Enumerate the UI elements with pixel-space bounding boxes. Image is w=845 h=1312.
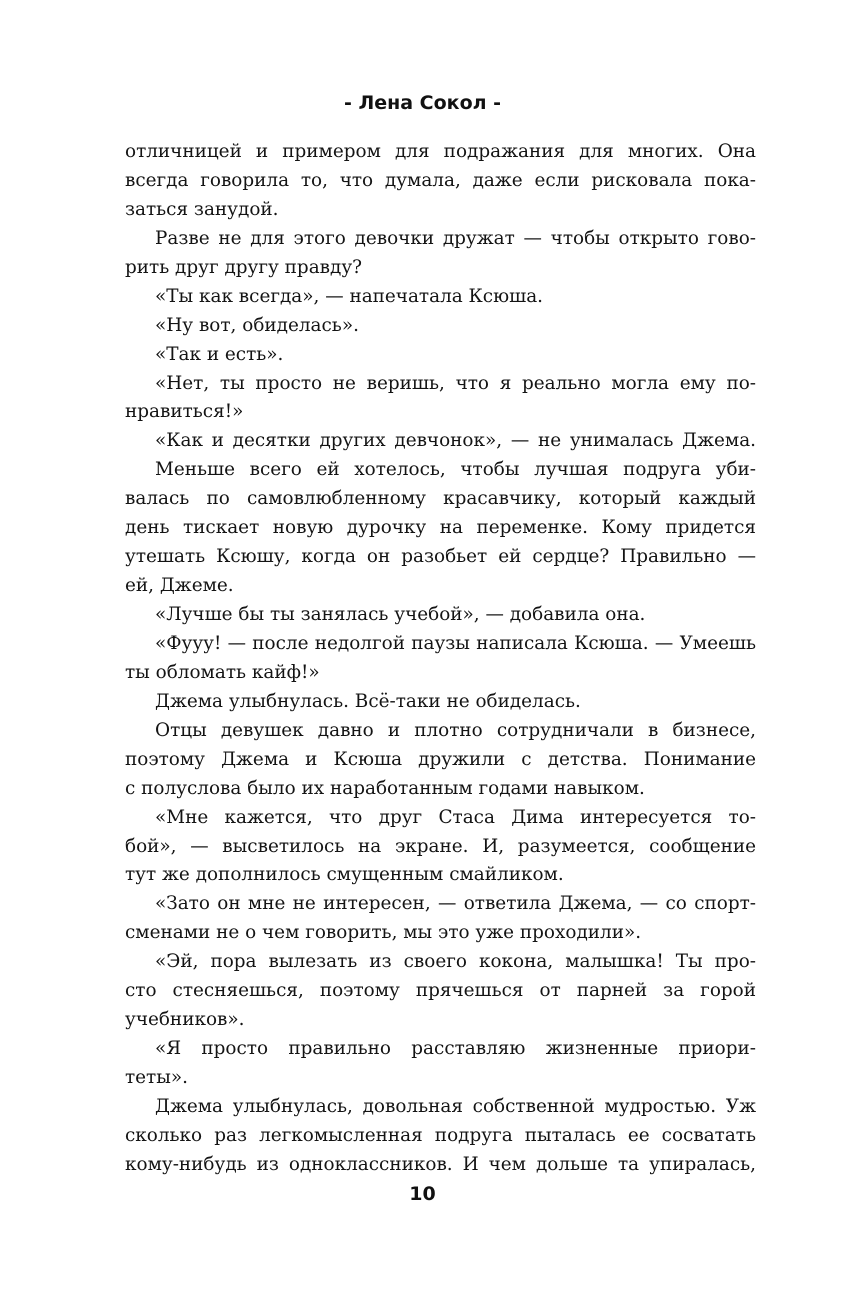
text-line: валась по самовлюбленному красавчику, который каждый [125, 488, 756, 510]
page-number: 10 [409, 1183, 436, 1205]
text-line: кому-нибудь из одноклассников. И чем дольше та упиралась, [125, 1153, 756, 1175]
paragraph-first-line: «Как и десятки других девчонок», — не унималась Джема. [155, 430, 756, 452]
text-line: сменами не о чем говорить, мы это уже проходили». [125, 922, 642, 944]
text-line: сколько раз легкомысленная подруга пыталась ее сосватать [125, 1124, 756, 1146]
text-line: ей, Джеме. [125, 575, 234, 597]
paragraph-first-line: Отцы девушек давно и плотно сотрудничали в бизнесе, [155, 719, 756, 741]
text-line: сто стесняешься, поэтому прячешься от парней за горой [125, 980, 756, 1002]
paragraph-first-line: Джема улыбнулась, довольная собственной мудростью. Уж [155, 1095, 756, 1117]
text-line: с полуслова было их наработанным годами навыком. [125, 777, 645, 799]
paragraph-first-line: «Лучше бы ты занялась учебой», — добавила она. [155, 604, 646, 625]
text-line: теты». [125, 1067, 188, 1088]
paragraph-first-line: Разве не для этого девочки дружат — чтобы открыто гово- [155, 227, 756, 249]
text-line: всегда говорила то, что думала, даже если рисковала пока- [125, 169, 756, 191]
paragraph-first-line: Джема улыбнулась. Всё-таки не обиделась. [155, 690, 581, 712]
text-line: отличницей и примером для подражания для многих. Она [125, 141, 756, 162]
paragraph-first-line: «Нет, ты просто не веришь, что я реально могла ему по- [155, 372, 756, 394]
text-line: поэтому Джема и Ксюша дружили с детства. Понимание [125, 748, 756, 770]
text-line: нравиться!» [125, 401, 244, 423]
text-line: заться занудой. [125, 198, 279, 220]
text-line: утешать Ксюшу, когда он разобьет ей сердце? Правильно — [125, 546, 756, 568]
paragraph-first-line: «Ты как всегда», — напечатала Ксюша. [155, 285, 544, 307]
text-line: учебников». [125, 1009, 245, 1031]
text-line: рить друг другу правду? [125, 256, 363, 278]
paragraph-first-line: «Фууу! — после недолгой паузы написала Ксюша. — Умеешь [155, 632, 756, 654]
paragraph-first-line: «Мне кажется, что друг Стаса Дима интересуется то- [155, 806, 756, 828]
paragraph-first-line: «Зато он мне не интересен, — ответила Джема, — со спорт- [155, 893, 756, 915]
paragraph-first-line: «Я просто правильно расставляю жизненные приори- [155, 1038, 756, 1060]
paragraph-first-line: «Эй, пора вылезать из своего кокона, малышка! Ты про- [155, 951, 756, 973]
body-text [125, 138, 756, 1180]
text-line: ты обломать кайф!» [125, 661, 320, 683]
running-header-author: - Лена Сокол - [343, 92, 502, 114]
text-line: бой», — высветилось на экране. И, разумеется, сообщение [125, 835, 756, 857]
text-line: день тискает новую дурочку на переменке. Кому придется [125, 517, 756, 539]
paragraph-first-line: Меньше всего ей хотелось, чтобы лучшая подруга уби- [155, 459, 756, 481]
text-line: тут же дополнилось смущенным смайликом. [125, 864, 564, 886]
paragraph-first-line: «Так и есть». [155, 343, 284, 365]
paragraph-first-line: «Ну вот, обиделась». [155, 314, 359, 336]
